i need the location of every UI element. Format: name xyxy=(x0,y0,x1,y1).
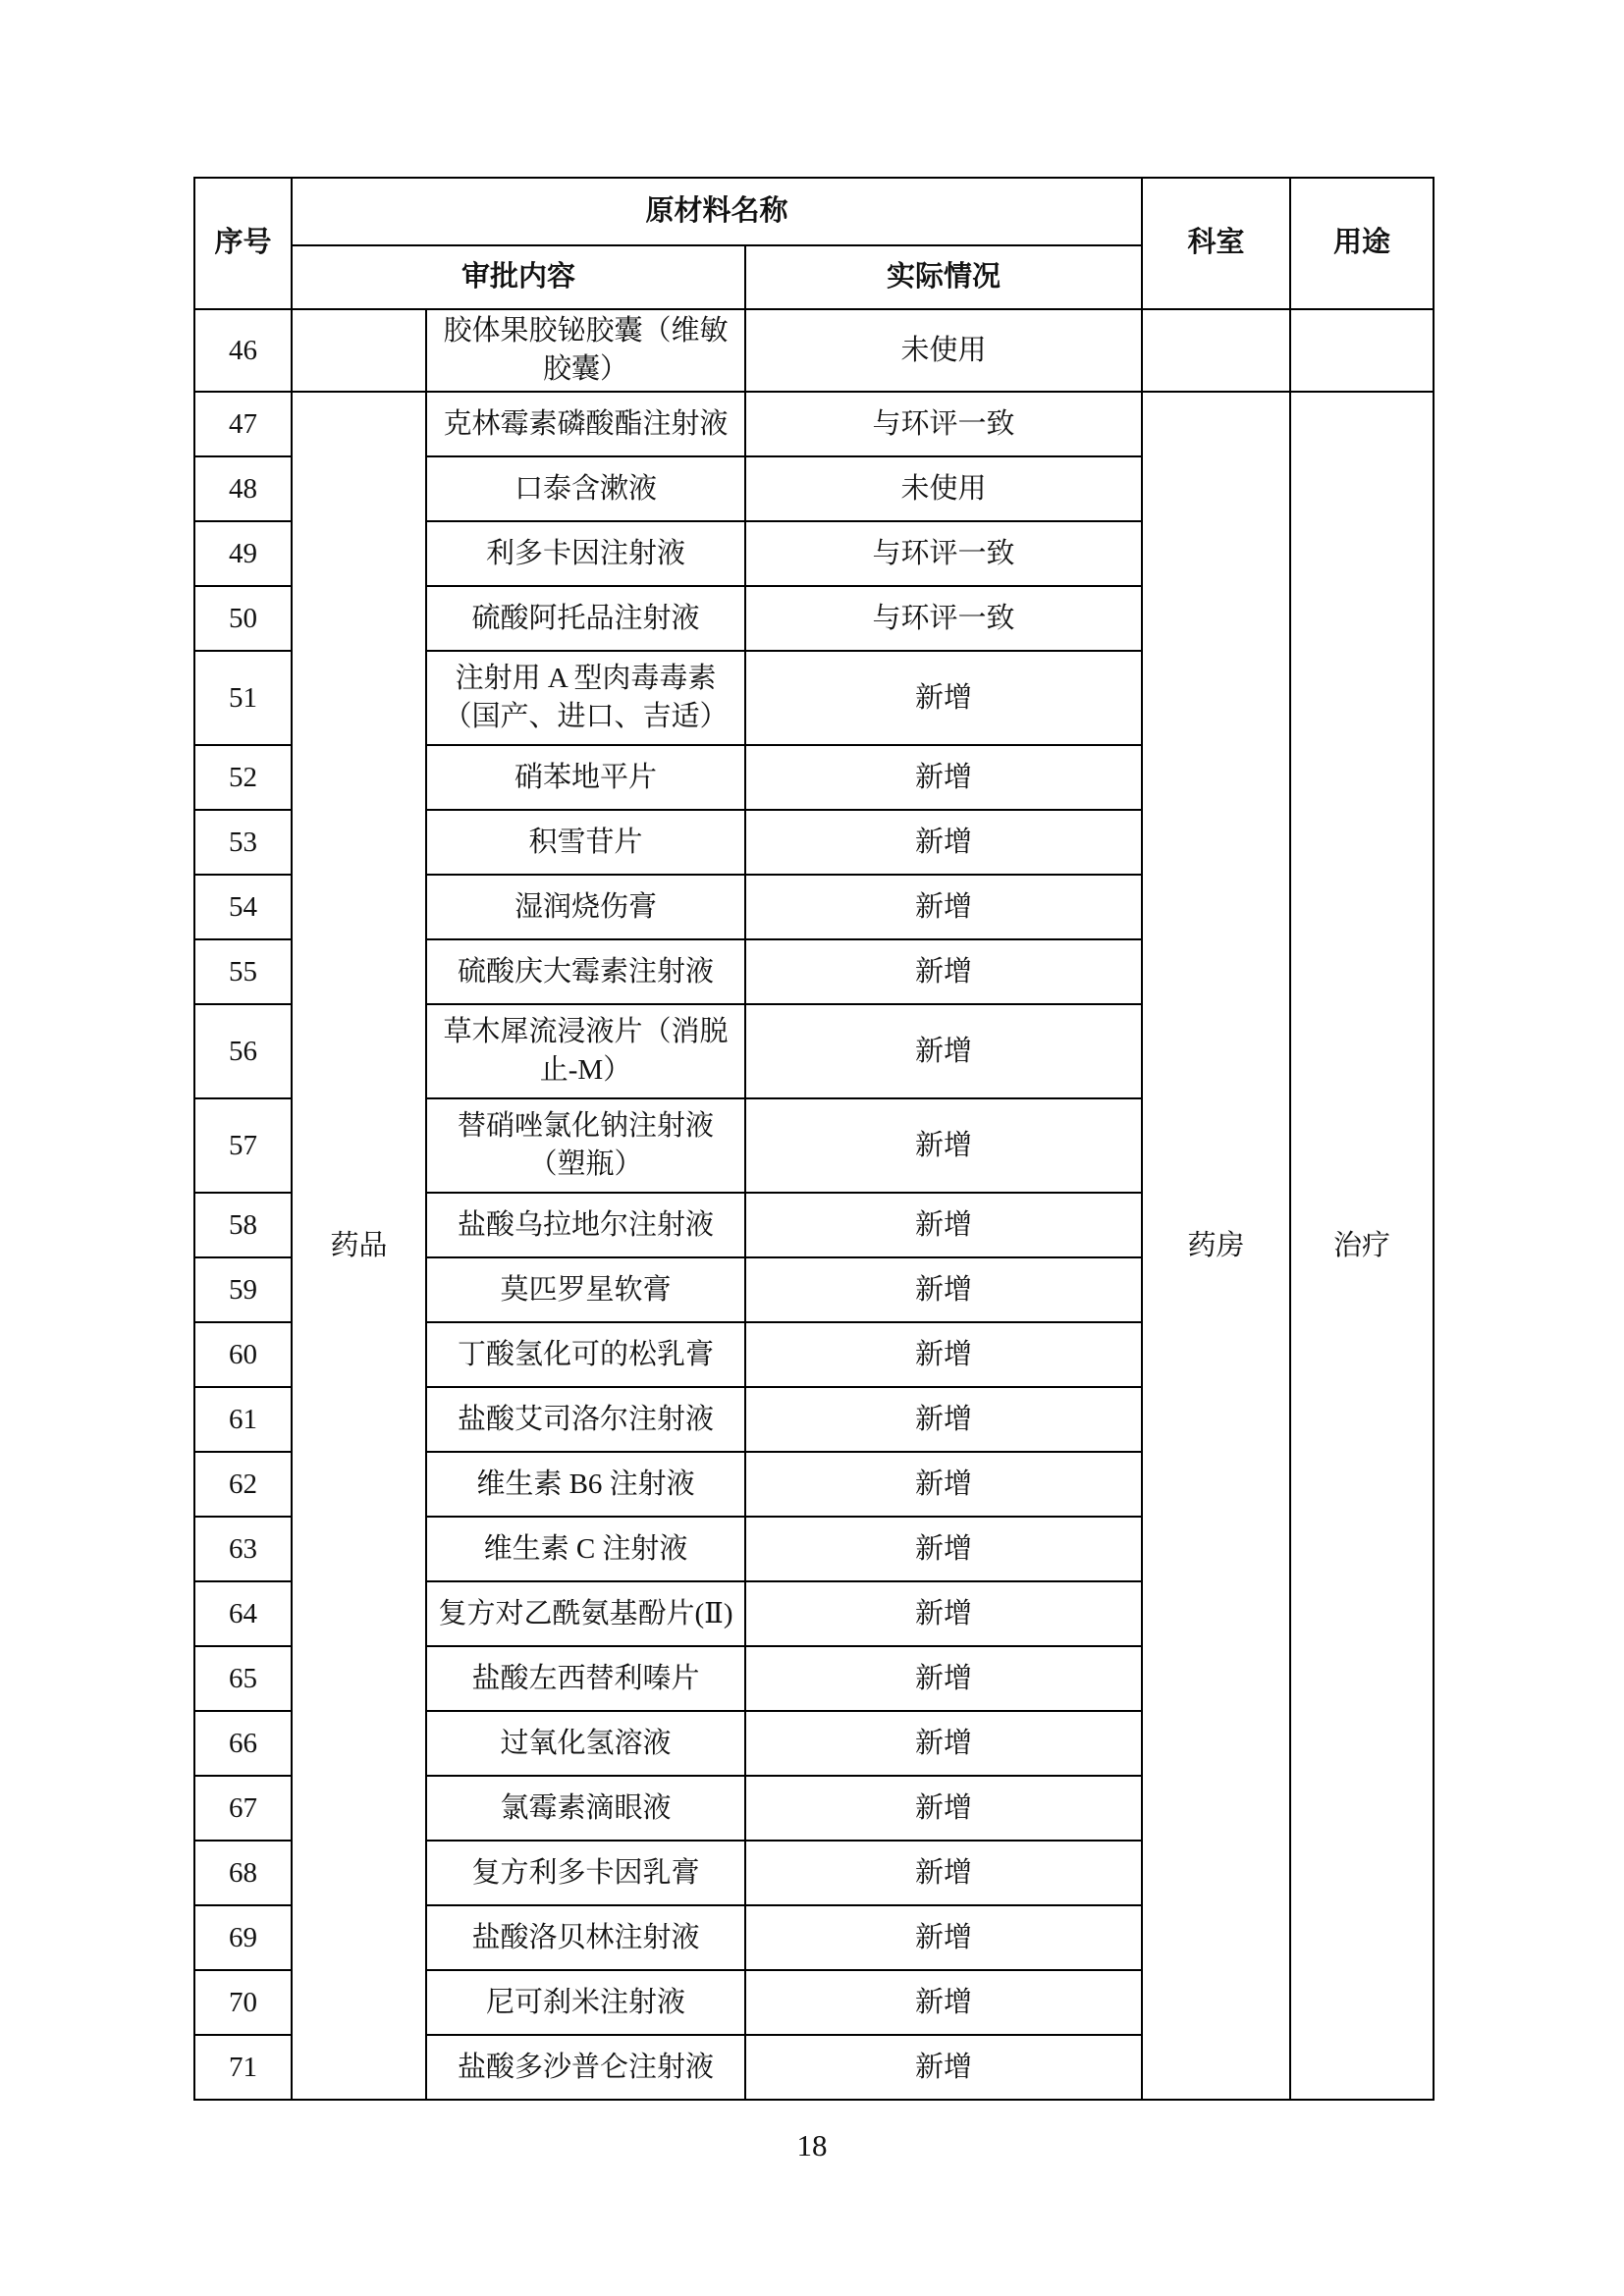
status-cell: 新增 xyxy=(745,939,1142,1004)
drug-name-cell: 盐酸乌拉地尔注射液 xyxy=(426,1193,745,1257)
seq-cell: 68 xyxy=(194,1841,292,1905)
header-department: 科室 xyxy=(1142,178,1290,309)
drug-name-cell: 胶体果胶铋胶囊（维敏胶囊） xyxy=(426,309,745,392)
seq-cell: 46 xyxy=(194,309,292,392)
status-cell: 新增 xyxy=(745,875,1142,939)
status-cell: 新增 xyxy=(745,1193,1142,1257)
status-cell: 新增 xyxy=(745,1004,1142,1098)
seq-cell: 53 xyxy=(194,810,292,875)
seq-cell: 49 xyxy=(194,521,292,586)
drug-name-cell: 盐酸多沙普仑注射液 xyxy=(426,2035,745,2100)
drug-name-cell: 草木犀流浸液片（消脱止-M） xyxy=(426,1004,745,1098)
drug-name-cell: 利多卡因注射液 xyxy=(426,521,745,586)
status-cell: 新增 xyxy=(745,1970,1142,2035)
materials-table xyxy=(193,177,1435,2101)
department-cell: 药房 xyxy=(1142,392,1290,2100)
drug-name-cell: 莫匹罗星软膏 xyxy=(426,1257,745,1322)
seq-cell: 56 xyxy=(194,1004,292,1098)
drug-name-cell: 过氧化氢溶液 xyxy=(426,1711,745,1776)
status-cell: 新增 xyxy=(745,1711,1142,1776)
seq-cell: 52 xyxy=(194,745,292,810)
drug-name-cell: 盐酸洛贝林注射液 xyxy=(426,1905,745,1970)
drug-name-cell: 口泰含漱液 xyxy=(426,456,745,521)
header-usage: 用途 xyxy=(1290,178,1434,309)
seq-cell: 61 xyxy=(194,1387,292,1452)
seq-cell: 67 xyxy=(194,1776,292,1841)
status-cell: 新增 xyxy=(745,1905,1142,1970)
status-cell: 新增 xyxy=(745,1776,1142,1841)
usage-cell: 治疗 xyxy=(1290,392,1434,2100)
header-material-name: 原材料名称 xyxy=(292,178,1142,245)
department-cell-empty xyxy=(1142,309,1290,392)
table-header xyxy=(194,178,1434,309)
status-cell: 新增 xyxy=(745,1646,1142,1711)
drug-name-cell: 尼可刹米注射液 xyxy=(426,1970,745,2035)
header-approved-content: 审批内容 xyxy=(292,245,745,309)
status-cell: 新增 xyxy=(745,651,1142,745)
drug-name-cell: 替硝唑氯化钠注射液（塑瓶） xyxy=(426,1098,745,1193)
seq-cell: 60 xyxy=(194,1322,292,1387)
table-row xyxy=(194,392,1434,456)
status-cell: 未使用 xyxy=(745,309,1142,392)
category-cell: 药品 xyxy=(292,392,426,2100)
usage-cell-empty xyxy=(1290,309,1434,392)
table-row xyxy=(194,309,1434,392)
drug-name-cell: 克林霉素磷酸酯注射液 xyxy=(426,392,745,456)
drug-name-cell: 氯霉素滴眼液 xyxy=(426,1776,745,1841)
status-cell: 新增 xyxy=(745,1387,1142,1452)
drug-name-cell: 湿润烧伤膏 xyxy=(426,875,745,939)
drug-name-cell: 丁酸氢化可的松乳膏 xyxy=(426,1322,745,1387)
status-cell: 与环评一致 xyxy=(745,521,1142,586)
drug-name-cell: 硫酸庆大霉素注射液 xyxy=(426,939,745,1004)
drug-name-cell: 硫酸阿托品注射液 xyxy=(426,586,745,651)
seq-cell: 71 xyxy=(194,2035,292,2100)
drug-name-cell: 复方利多卡因乳膏 xyxy=(426,1841,745,1905)
seq-cell: 50 xyxy=(194,586,292,651)
drug-name-cell: 维生素 C 注射液 xyxy=(426,1517,745,1581)
category-cell-empty xyxy=(292,309,426,392)
seq-cell: 63 xyxy=(194,1517,292,1581)
seq-cell: 47 xyxy=(194,392,292,456)
status-cell: 新增 xyxy=(745,1452,1142,1517)
drug-name-cell: 盐酸左西替利嗪片 xyxy=(426,1646,745,1711)
drug-name-cell: 硝苯地平片 xyxy=(426,745,745,810)
drug-name-cell: 注射用 A 型肉毒毒素（国产、进口、吉适） xyxy=(426,651,745,745)
seq-cell: 65 xyxy=(194,1646,292,1711)
status-cell: 新增 xyxy=(745,1322,1142,1387)
seq-cell: 55 xyxy=(194,939,292,1004)
status-cell: 新增 xyxy=(745,2035,1142,2100)
seq-cell: 70 xyxy=(194,1970,292,2035)
seq-cell: 66 xyxy=(194,1711,292,1776)
drug-name-cell: 维生素 B6 注射液 xyxy=(426,1452,745,1517)
status-cell: 与环评一致 xyxy=(745,392,1142,456)
seq-cell: 57 xyxy=(194,1098,292,1193)
drug-name-cell: 复方对乙酰氨基酚片(Ⅱ) xyxy=(426,1581,745,1646)
status-cell: 新增 xyxy=(745,810,1142,875)
seq-cell: 69 xyxy=(194,1905,292,1970)
status-cell: 新增 xyxy=(745,1257,1142,1322)
seq-cell: 62 xyxy=(194,1452,292,1517)
status-cell: 新增 xyxy=(745,745,1142,810)
seq-cell: 58 xyxy=(194,1193,292,1257)
seq-cell: 54 xyxy=(194,875,292,939)
table-body xyxy=(194,309,1434,2100)
header-actual-situation: 实际情况 xyxy=(745,245,1142,309)
status-cell: 新增 xyxy=(745,1517,1142,1581)
page-number: 18 xyxy=(796,2128,828,2163)
drug-name-cell: 积雪苷片 xyxy=(426,810,745,875)
status-cell: 新增 xyxy=(745,1098,1142,1193)
status-cell: 未使用 xyxy=(745,456,1142,521)
header-seq: 序号 xyxy=(194,178,292,309)
status-cell: 新增 xyxy=(745,1581,1142,1646)
status-cell: 新增 xyxy=(745,1841,1142,1905)
seq-cell: 59 xyxy=(194,1257,292,1322)
status-cell: 与环评一致 xyxy=(745,586,1142,651)
seq-cell: 48 xyxy=(194,456,292,521)
seq-cell: 64 xyxy=(194,1581,292,1646)
seq-cell: 51 xyxy=(194,651,292,745)
drug-name-cell: 盐酸艾司洛尔注射液 xyxy=(426,1387,745,1452)
